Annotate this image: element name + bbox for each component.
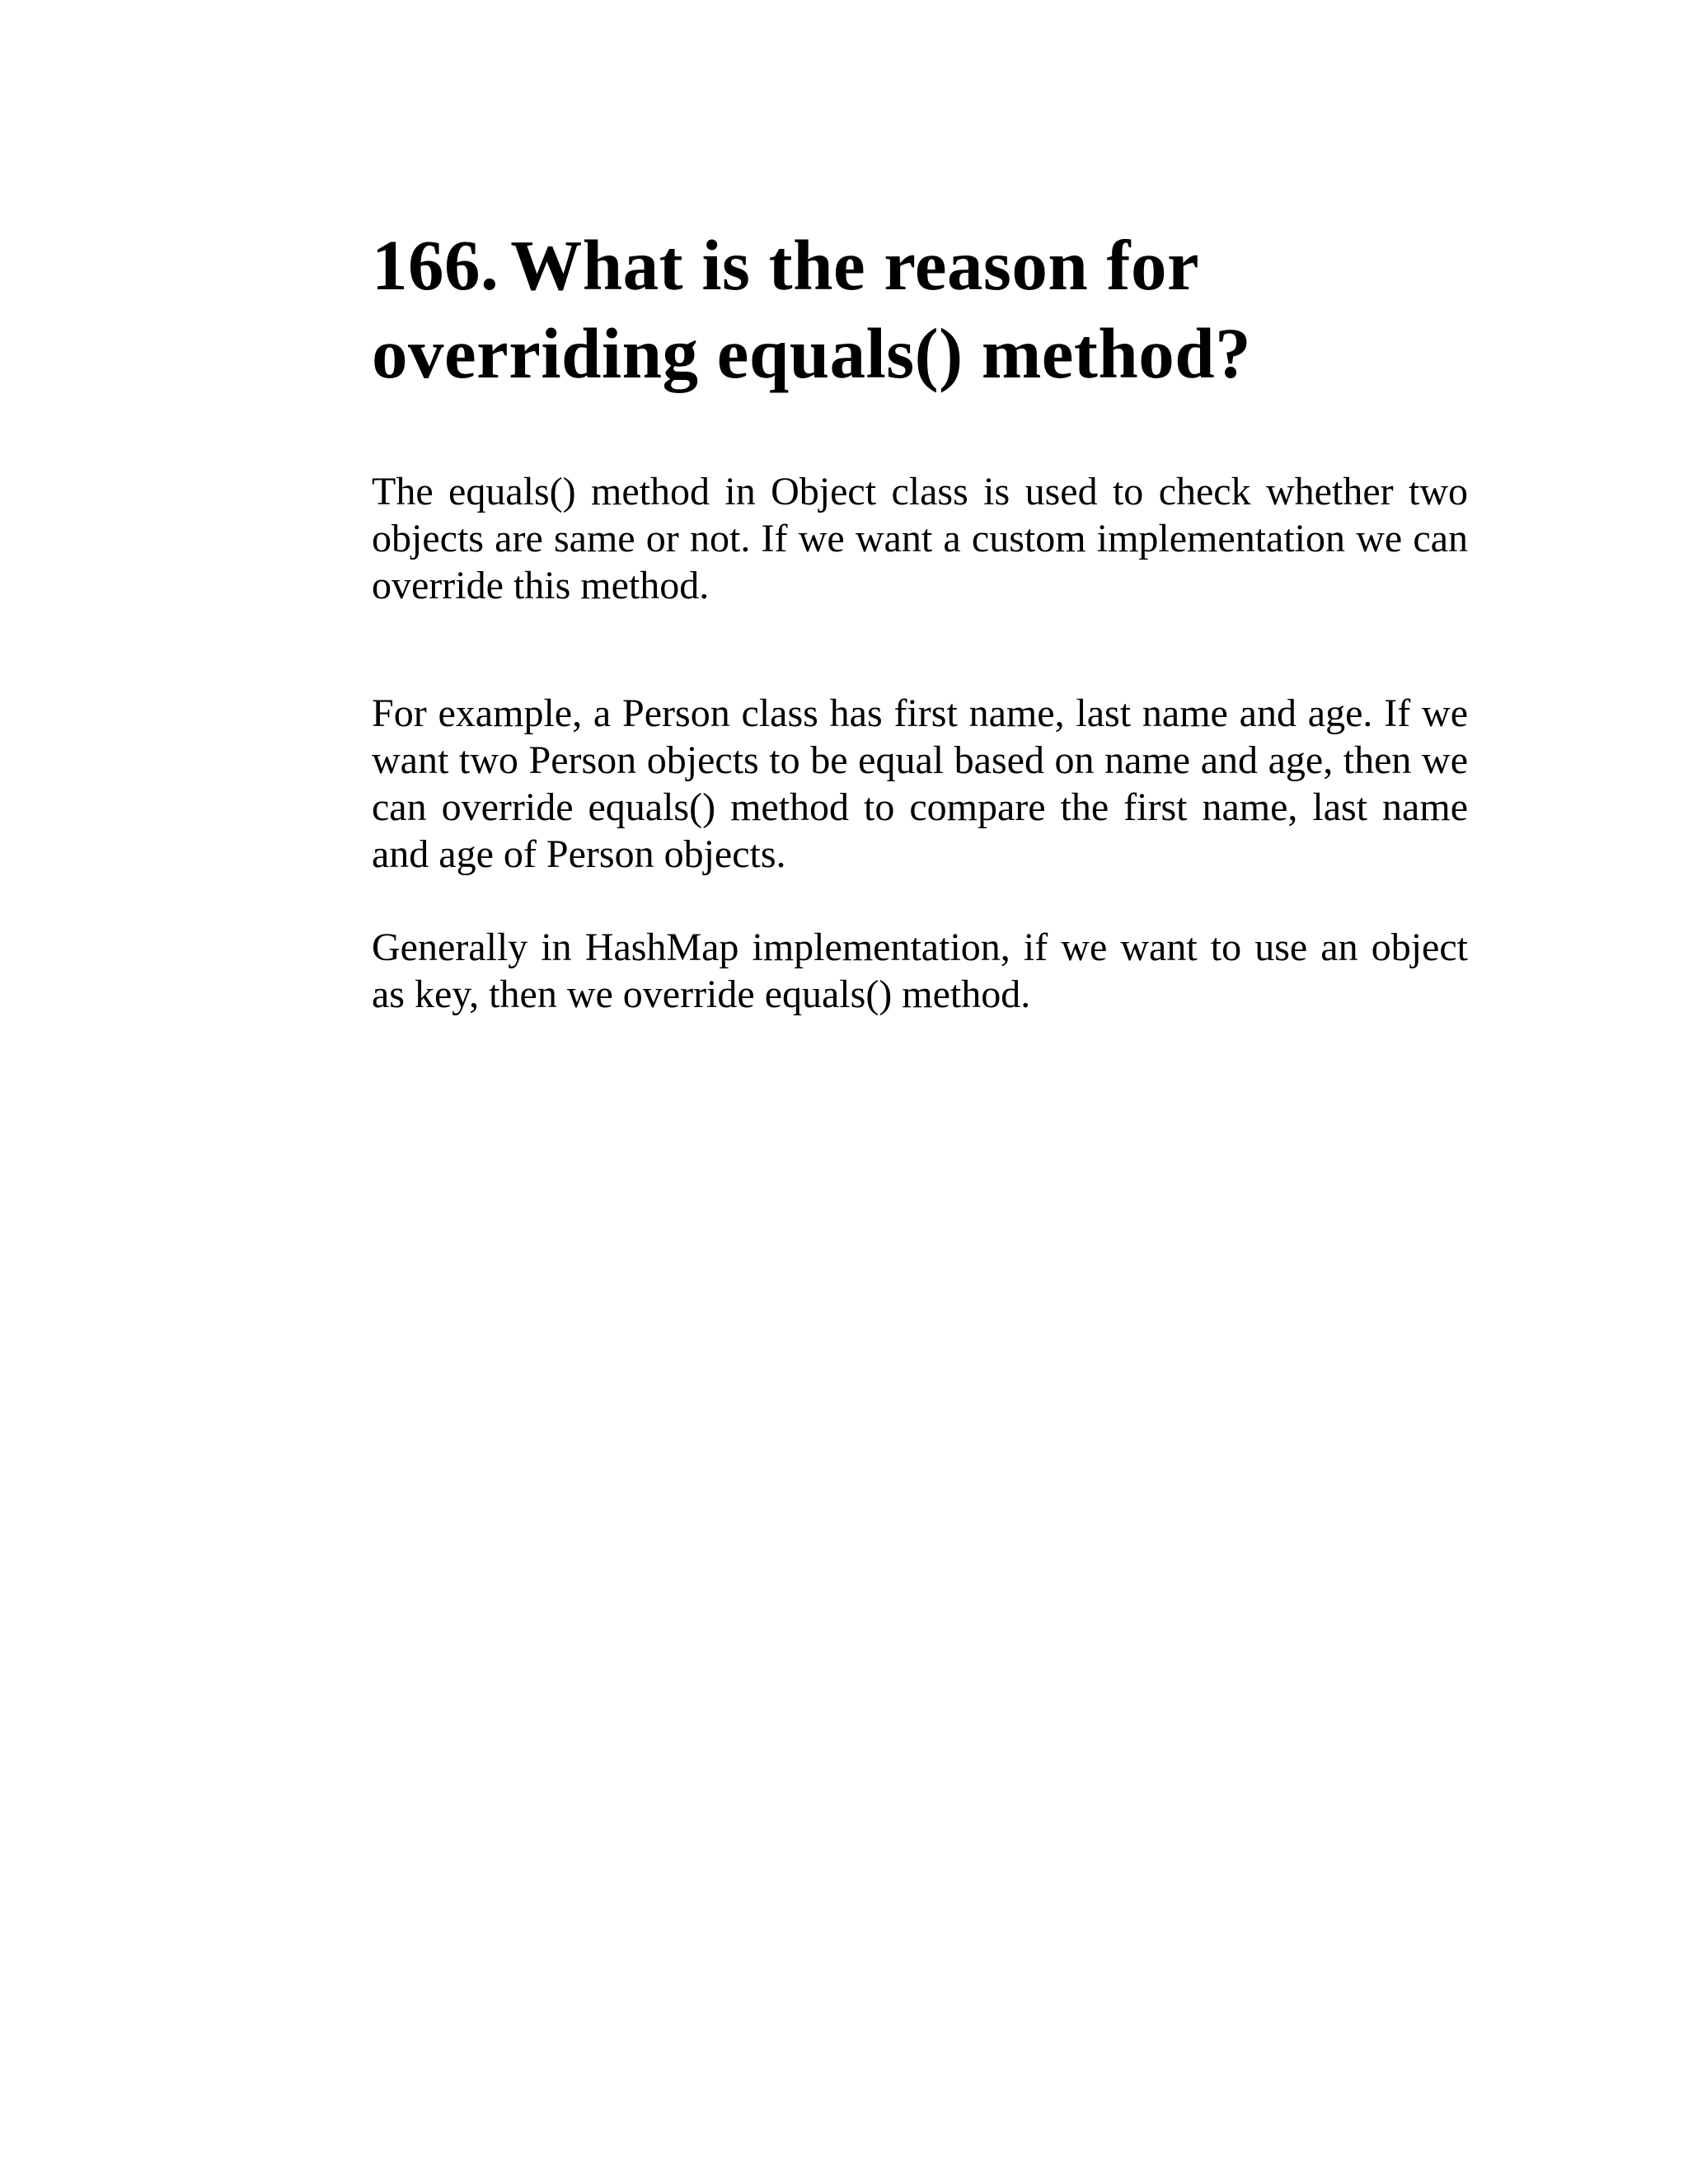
question-number: 166. [372,225,499,305]
answer-paragraph-3: Generally in HashMap implementation, if we want to use an object as key, then we override equals() method. [372,926,1468,1016]
question-heading [372,221,1468,397]
answer-paragraph-2: For example, a Person class has first name, last name and age. If we want two Person objects to be equal based on name and age, then we can override equals() method to compare the first name, last name and age of Person objects. [372,691,1468,876]
question-title: What is the reason for overriding equals() method? [372,225,1252,393]
answer-paragraph-1: The equals() method in Object class is used to check whether two objects are same or not. If we want a custom implementation we can override this method. [372,470,1468,607]
question-section [372,221,1468,1018]
